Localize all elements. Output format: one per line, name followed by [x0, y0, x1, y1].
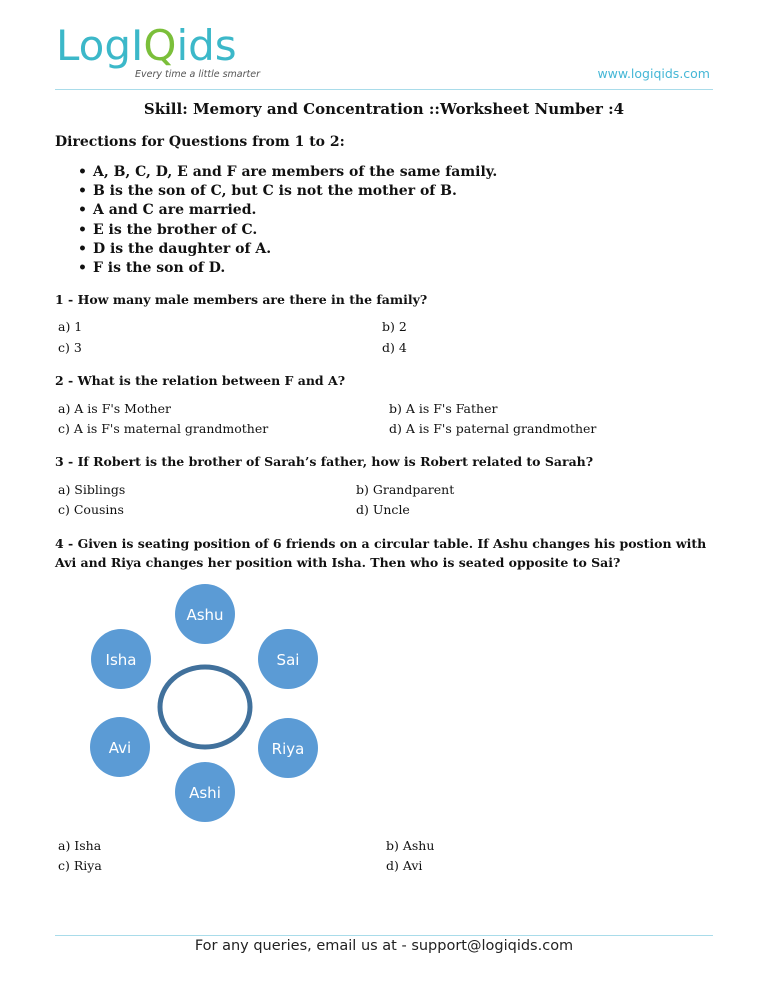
q1-option-b[interactable]: b) 2 [382, 319, 407, 334]
facts-list [78, 163, 497, 278]
seating-diagram [85, 584, 325, 829]
footer-divider [55, 935, 713, 936]
seat-label: Ashu [186, 606, 224, 624]
fact-item: • F is the son of D. [78, 259, 497, 278]
q4-option-d[interactable]: d) Avi [386, 858, 423, 873]
seat-label: Sai [276, 651, 300, 669]
q1-option-c[interactable]: c) 3 [58, 340, 82, 355]
q3-option-d[interactable]: d) Uncle [356, 502, 410, 517]
q4-option-a[interactable]: a) Isha [58, 838, 102, 853]
q2-option-a[interactable]: a) A is F's Mother [58, 401, 171, 416]
fact-item: • E is the brother of C. [78, 221, 497, 240]
directions-heading: Directions for Questions from 1 to 2: [55, 134, 345, 150]
seat-sai [258, 629, 318, 689]
seat-label: Ashi [189, 784, 221, 802]
seat-label: Riya [271, 740, 305, 758]
seat-ashi [175, 762, 235, 822]
q3-option-b[interactable]: b) Grandparent [356, 482, 455, 497]
fact-item: • A and C are married. [78, 201, 497, 220]
header-divider [55, 89, 713, 90]
q2-option-c[interactable]: c) A is F's maternal grandmother [58, 421, 269, 436]
q4-option-c[interactable]: c) Riya [58, 858, 102, 873]
worksheet-title: Skill: Memory and Concentration ::Worksheet Number :4 [143, 100, 625, 118]
fact-item: • D is the daughter of A. [78, 240, 497, 259]
q2-option-d[interactable]: d) A is F's paternal grandmother [389, 421, 597, 436]
seat-ashu [175, 584, 235, 644]
seat-label: Isha [105, 651, 137, 669]
fact-item: • B is the son of C, but C is not the mother of B. [78, 182, 497, 201]
seat-avi [90, 717, 150, 777]
q1-option-d[interactable]: d) 4 [382, 340, 407, 355]
footer-contact: For any queries, email us at - support@logiqids.com [194, 938, 574, 954]
question-4: 4 - Given is seating position of 6 friends on a circular table. If Ashu changes his postion with Avi and Riya changes her position with Isha. Then who is seated opposite to Sai? [55, 536, 707, 570]
round-table [160, 667, 250, 747]
page-header [0, 0, 768, 92]
logiqids-logo[interactable]: LogIQids [56, 21, 237, 70]
seat-riya [258, 718, 318, 778]
q1-option-a[interactable]: a) 1 [58, 319, 83, 334]
website-link[interactable]: www.logiqids.com [597, 66, 710, 81]
question-3: 3 - If Robert is the brother of Sarah’s father, how is Robert related to Sarah? [55, 454, 594, 469]
question-2: 2 - What is the relation between F and A? [55, 373, 346, 388]
seat-isha [91, 629, 151, 689]
fact-item: • A, B, C, D, E and F are members of the same family. [78, 163, 497, 182]
q3-option-c[interactable]: c) Cousins [58, 502, 124, 517]
logo-tagline: Every time a little smarter [135, 69, 260, 80]
seat-label: Avi [108, 739, 132, 757]
q3-option-a[interactable]: a) Siblings [58, 482, 126, 497]
q2-option-b[interactable]: b) A is F's Father [389, 401, 498, 416]
q4-option-b[interactable]: b) Ashu [386, 838, 435, 853]
question-1: 1 - How many male members are there in the family? [55, 292, 428, 307]
